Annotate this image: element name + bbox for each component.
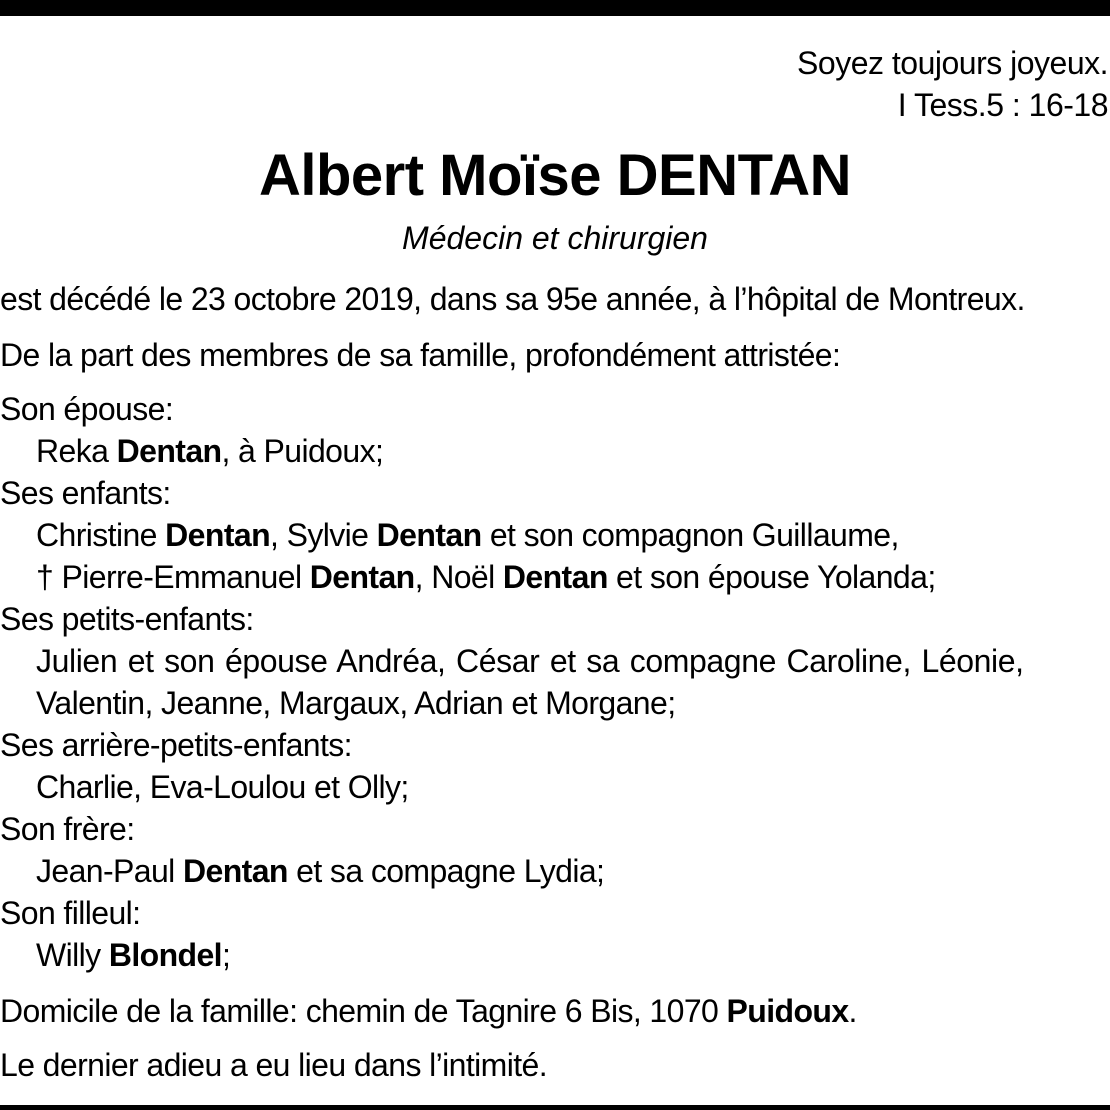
godson-line bbox=[36, 934, 230, 976]
spouse-last-name: Dentan bbox=[116, 433, 222, 469]
brother-last-name: Dentan bbox=[183, 853, 288, 889]
bottom-rule bbox=[0, 1105, 1110, 1110]
domicile-address: Domicile de la famille: chemin de Tagnire 6 Bis, 1070 bbox=[0, 993, 727, 1029]
godson-rest: ; bbox=[221, 937, 231, 973]
top-rule bbox=[0, 0, 1110, 16]
great-grandchildren: Charlie, Eva-Loulou et Olly; bbox=[36, 769, 409, 805]
brother-first-name: Jean-Paul bbox=[36, 853, 183, 889]
child-rest: et son compagnon Guillaume, bbox=[481, 517, 899, 553]
epigraph bbox=[797, 42, 1108, 126]
child-first-name: , Sylvie bbox=[270, 517, 377, 553]
child-rest: et son épouse Yolanda; bbox=[607, 559, 936, 595]
spouse-first-name: Reka bbox=[36, 433, 117, 469]
profession: Médecin et chirurgien bbox=[402, 220, 708, 256]
child-last-name: Dentan bbox=[376, 517, 482, 553]
farewell: Le dernier adieu a eu lieu dans l’intimité. bbox=[0, 1047, 547, 1083]
children-line-1 bbox=[36, 514, 899, 556]
children-heading: Ses enfants: bbox=[0, 475, 171, 511]
great-grandchildren-heading: Ses arrière-petits-enfants: bbox=[0, 727, 352, 763]
child-last-name: Dentan bbox=[165, 517, 271, 553]
grandchildren-line-1: Julien et son épouse Andréa, César et sa compagne Caroline, Léonie, bbox=[36, 643, 1024, 679]
child-last-name: Dentan bbox=[502, 559, 608, 595]
godson-last-name: Blondel bbox=[108, 937, 222, 973]
spouse-heading: Son épouse: bbox=[0, 391, 174, 427]
child-first-name: Christine bbox=[36, 517, 166, 553]
announcement: est décédé le 23 octobre 2019, dans sa 95e année, à l’hôpital de Montreux. bbox=[0, 281, 1025, 317]
deceased-name: Albert Moïse DENTAN bbox=[258, 143, 852, 208]
domicile-end: . bbox=[848, 993, 857, 1029]
grandchildren-heading: Ses petits-enfants: bbox=[0, 601, 254, 637]
brother-line bbox=[36, 850, 604, 892]
intro: De la part des membres de sa famille, profondément attristée: bbox=[0, 337, 841, 373]
child-first-name: , Noël bbox=[414, 559, 503, 595]
brother-rest: et sa compagne Lydia; bbox=[287, 853, 605, 889]
children-line-2 bbox=[36, 556, 936, 598]
child-first-name: † Pierre-Emmanuel bbox=[36, 559, 310, 595]
child-last-name: Dentan bbox=[309, 559, 415, 595]
domicile bbox=[0, 990, 857, 1032]
brother-heading: Son frère: bbox=[0, 811, 135, 847]
spouse-line bbox=[36, 430, 383, 472]
epigraph-reference: I Tess.5 : 16-18 bbox=[897, 87, 1108, 123]
godson-heading: Son filleul: bbox=[0, 895, 141, 931]
godson-first-name: Willy bbox=[36, 937, 109, 973]
spouse-rest: , à Puidoux; bbox=[221, 433, 384, 469]
domicile-city: Puidoux bbox=[726, 993, 849, 1029]
grandchildren-line-2: Valentin, Jeanne, Margaux, Adrian et Morgane; bbox=[36, 685, 676, 721]
epigraph-quote: Soyez toujours joyeux. bbox=[797, 45, 1108, 81]
